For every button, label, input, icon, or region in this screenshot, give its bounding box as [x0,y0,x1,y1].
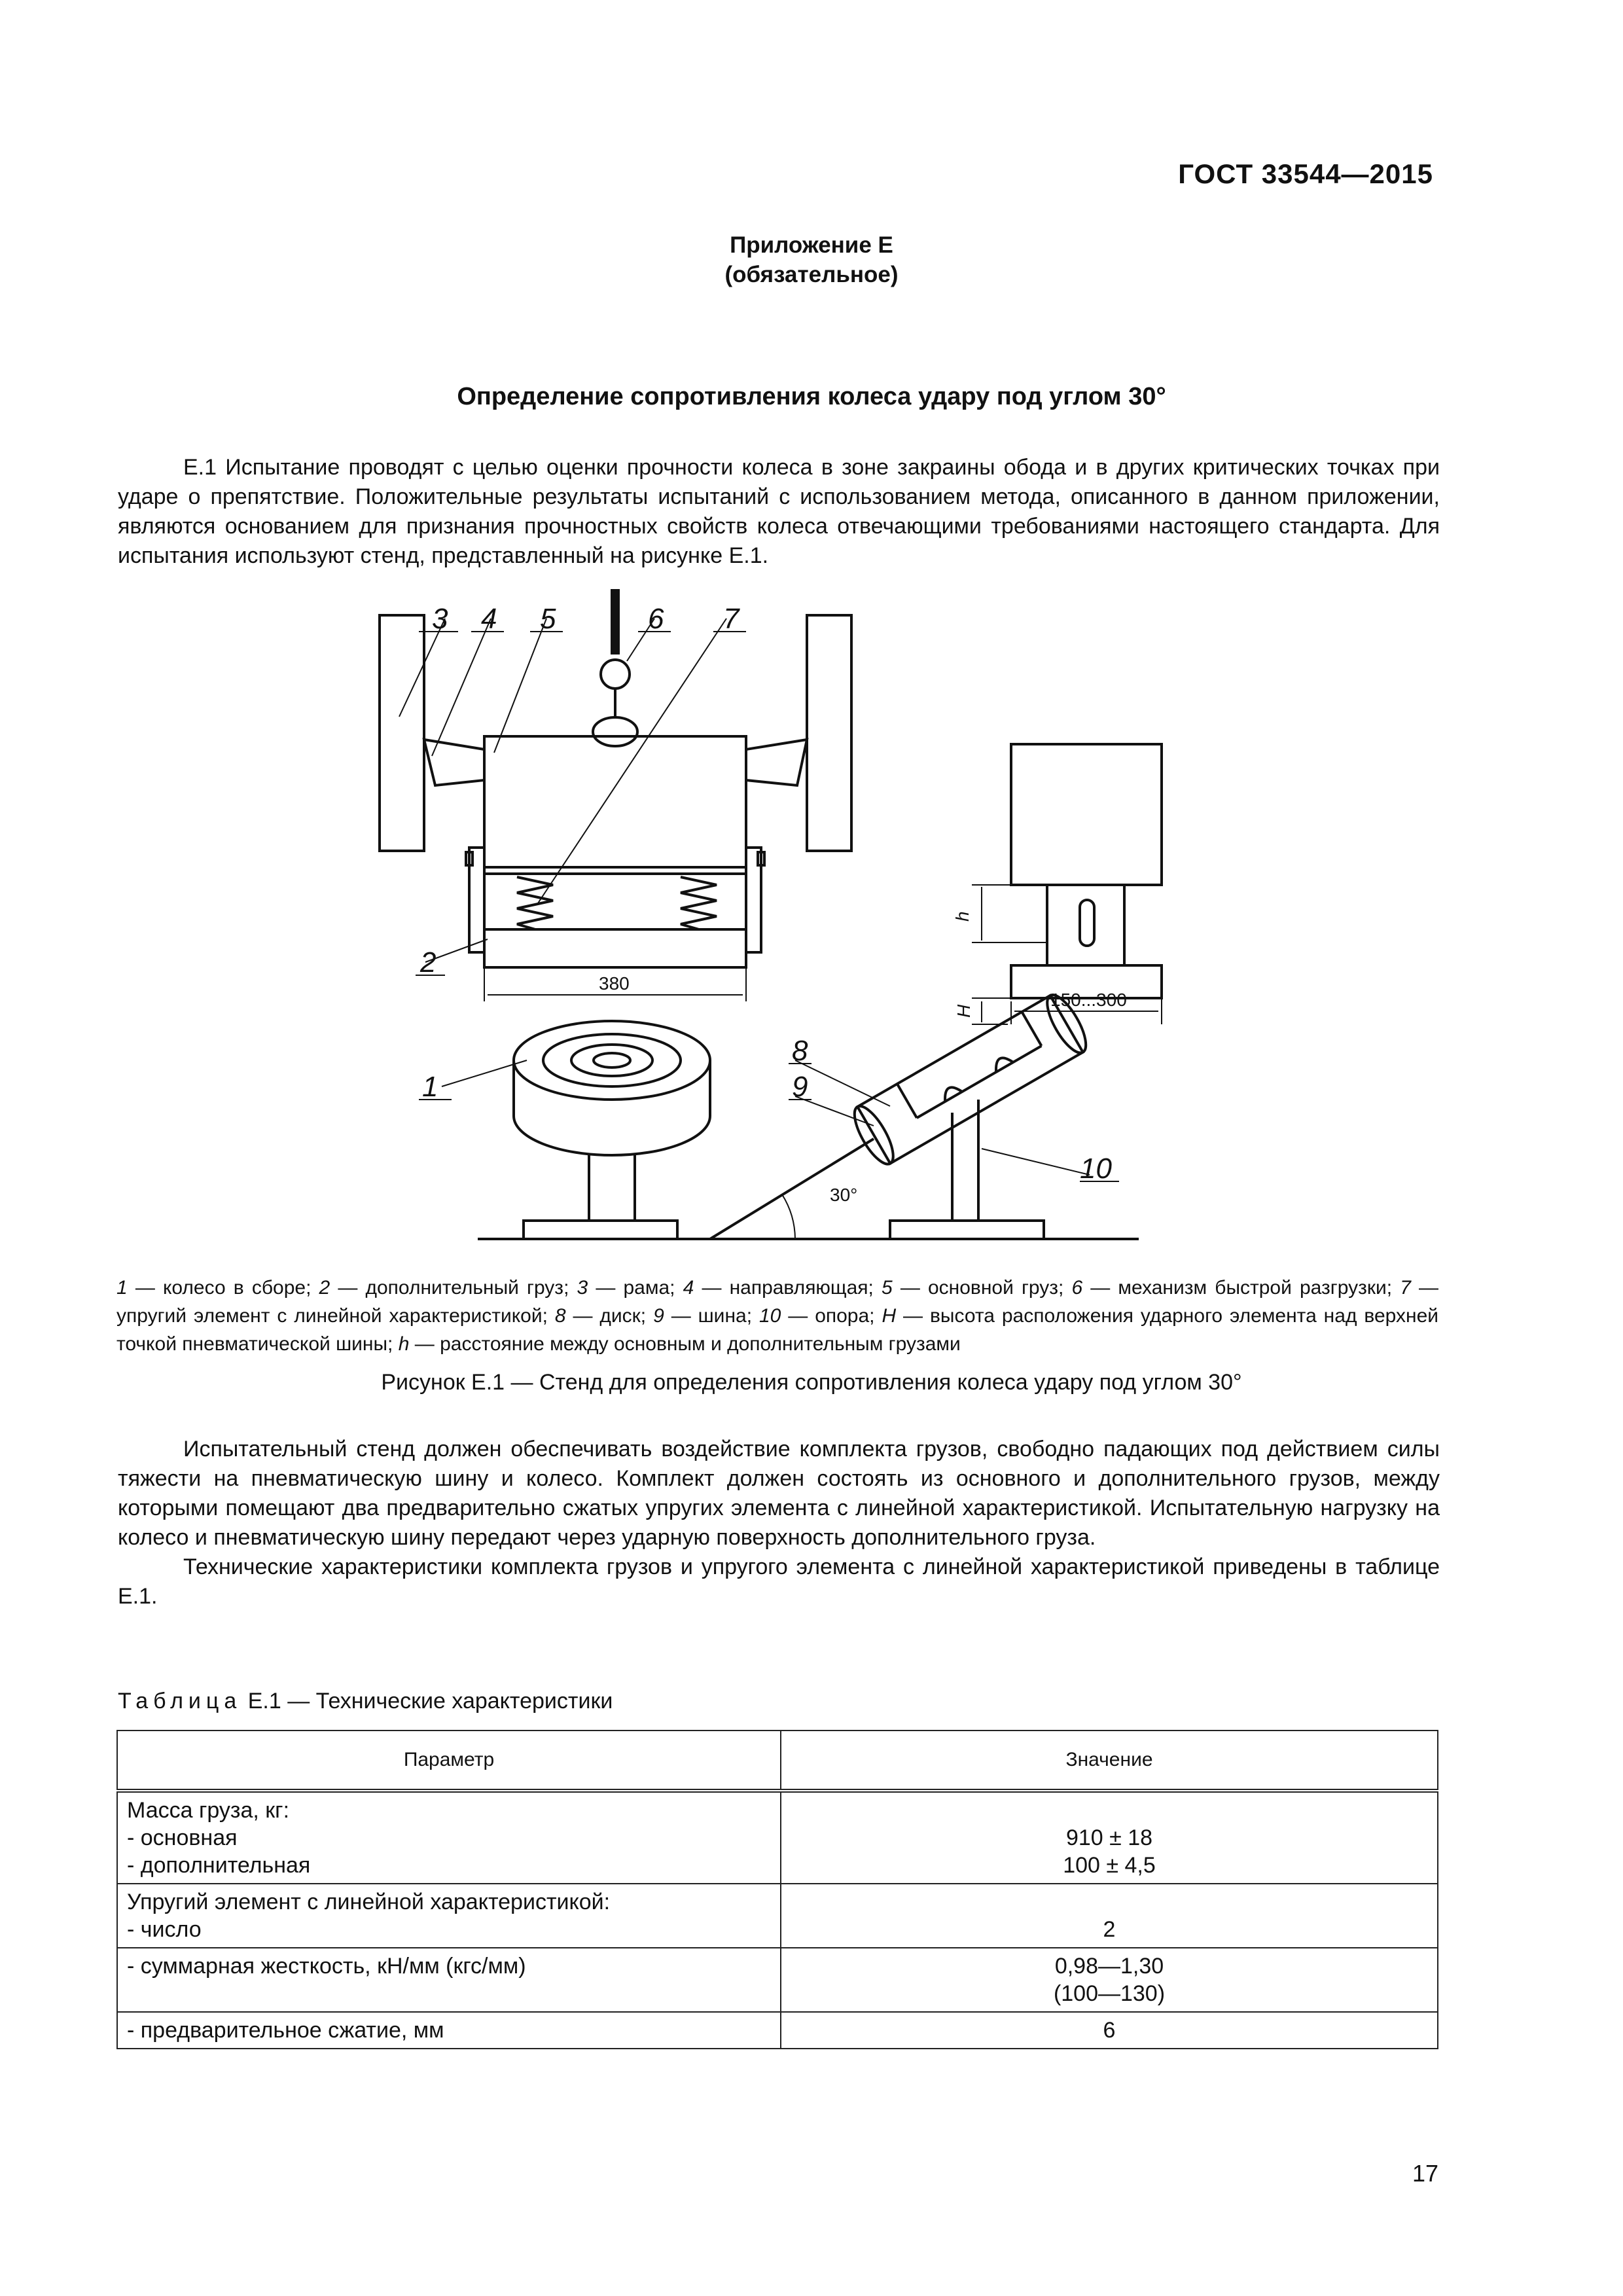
label-4: 4 [481,603,497,635]
legend-item: H — высота расположения ударного элемента над верхней точкой пневматической шины; [116,1305,1439,1355]
paragraph-e1 [118,453,1440,571]
guide-left [424,740,484,785]
tilted-wheel [857,996,1082,1164]
header-param: Параметр [117,1731,781,1791]
dim-150-300: 150...300 [1050,990,1127,1010]
label-9: 9 [792,1071,808,1103]
frame-post-right [807,615,851,851]
table-caption-title: Е.1 — Технические характеристики [241,1689,613,1713]
additional-weight [484,929,746,967]
table-caption-word: Таблица [118,1689,242,1713]
label-5: 5 [540,603,556,635]
cell-value: 2 [781,1884,1438,1948]
table-row [117,1948,1438,2012]
cell-param: - предварительное сжатие, мм [117,2012,781,2049]
legend-item: 8 — диск; [554,1305,654,1327]
legend-item: 10 — опора; [758,1305,882,1327]
table-row [117,1884,1438,1948]
frame-post-left [380,615,424,851]
legend-item: 1 — колесо в сборе; [116,1277,319,1299]
tech-table [116,1730,1438,2049]
label-1: 1 [422,1071,438,1103]
table-row [117,1791,1438,1884]
spring-left [517,877,553,929]
support-base [890,1221,1044,1239]
cell-value: 6 [781,2012,1438,2049]
main-weight [484,736,746,867]
label-2: 2 [420,946,437,978]
dim-380: 380 [599,973,630,994]
legend-item: 9 — шина; [653,1305,759,1327]
legend-item: 7 — упругий элемент с линейной характеристикой; [116,1277,1439,1327]
legend-item: 3 — рама; [577,1277,683,1299]
label-10: 10 [1080,1153,1112,1185]
cell-param: - суммарная жесткость, кН/мм (кгс/мм) [117,1948,781,2012]
release-ball [601,660,630,689]
table-caption [118,1689,613,1714]
cell-value: 0,98—1,30 (100—130) [781,1948,1438,2012]
section-title: Определение сопротивления колеса удару под углом 30° [457,383,1166,410]
legend-item: 4 — направляющая; [683,1277,882,1299]
label-7: 7 [723,603,740,635]
guide-right [746,740,807,785]
label-8: 8 [792,1035,808,1067]
side-weight [1011,744,1162,885]
dim-H: H [954,1004,974,1018]
legend-item: 2 — дополнительный груз; [319,1277,577,1299]
spring-right [681,877,717,929]
annex-title: Приложение Е [730,232,893,258]
legend-item: 6 — механизм быстрой разгрузки; [1071,1277,1400,1299]
legend-item: h — расстояние между основным и дополнительным грузами [398,1333,961,1355]
release-ring [593,717,637,746]
header-value: Значение [781,1731,1438,1791]
figure-legend [116,1274,1438,1358]
cell-value: 910 ± 18 100 ± 4,5 [781,1791,1438,1884]
table-header-row [117,1731,1438,1791]
label-6: 6 [648,603,664,635]
cell-param: Упругий элемент с линейной характеристикой: - число [117,1884,781,1948]
dim-h: h [952,911,972,922]
figure-e1-drawing [0,589,1623,1270]
label-3: 3 [432,603,448,635]
paragraph-stand-text: Испытательный стенд должен обеспечивать воздействие комплекта грузов, свободно падающих под действием силы тяжести на пневматическую шину и колесо. Комплект должен состоять из основного и дополнительного грузов, между которыми помещают два предварительно сжатых упругих элемента с линейной характеристикой. Испытательную нагрузку на колесо и пневматическую шину передают через ударную поверхность дополнительного груза. [118,1437,1440,1550]
paragraph-tech-text: Технические характеристики комплекта грузов и упругого элемента с линейной характеристикой приведены в таблице Е.1. [118,1554,1440,1609]
table-row [117,2012,1438,2049]
paragraph-stand [118,1435,1440,1611]
annex-kind: (обязательное) [724,262,899,287]
page-number: 17 [1412,2160,1438,2187]
paragraph-e1-text: Е.1 Испытание проводят с целью оценки прочности колеса в зоне закраины обода и в других критических точках при ударе о препятствие. Положительные результаты испытаний с использованием метода, описанного в данном приложении, являются основанием для признания прочностных свойств колеса отвечающими требованиями настоящего стандарта. Для испытания используют стенд, представленный на рисунке Е.1. [118,455,1440,568]
angle-30: 30° [830,1185,858,1205]
figure-caption: Рисунок Е.1 — Стенд для определения сопротивления колеса удару под углом 30° [381,1370,1242,1395]
legend-item: 5 — основной груз; [882,1277,1072,1299]
standard-number: ГОСТ 33544—2015 [1178,158,1433,189]
cell-param: Масса груза, кг: - основная - дополнительная [117,1791,781,1884]
